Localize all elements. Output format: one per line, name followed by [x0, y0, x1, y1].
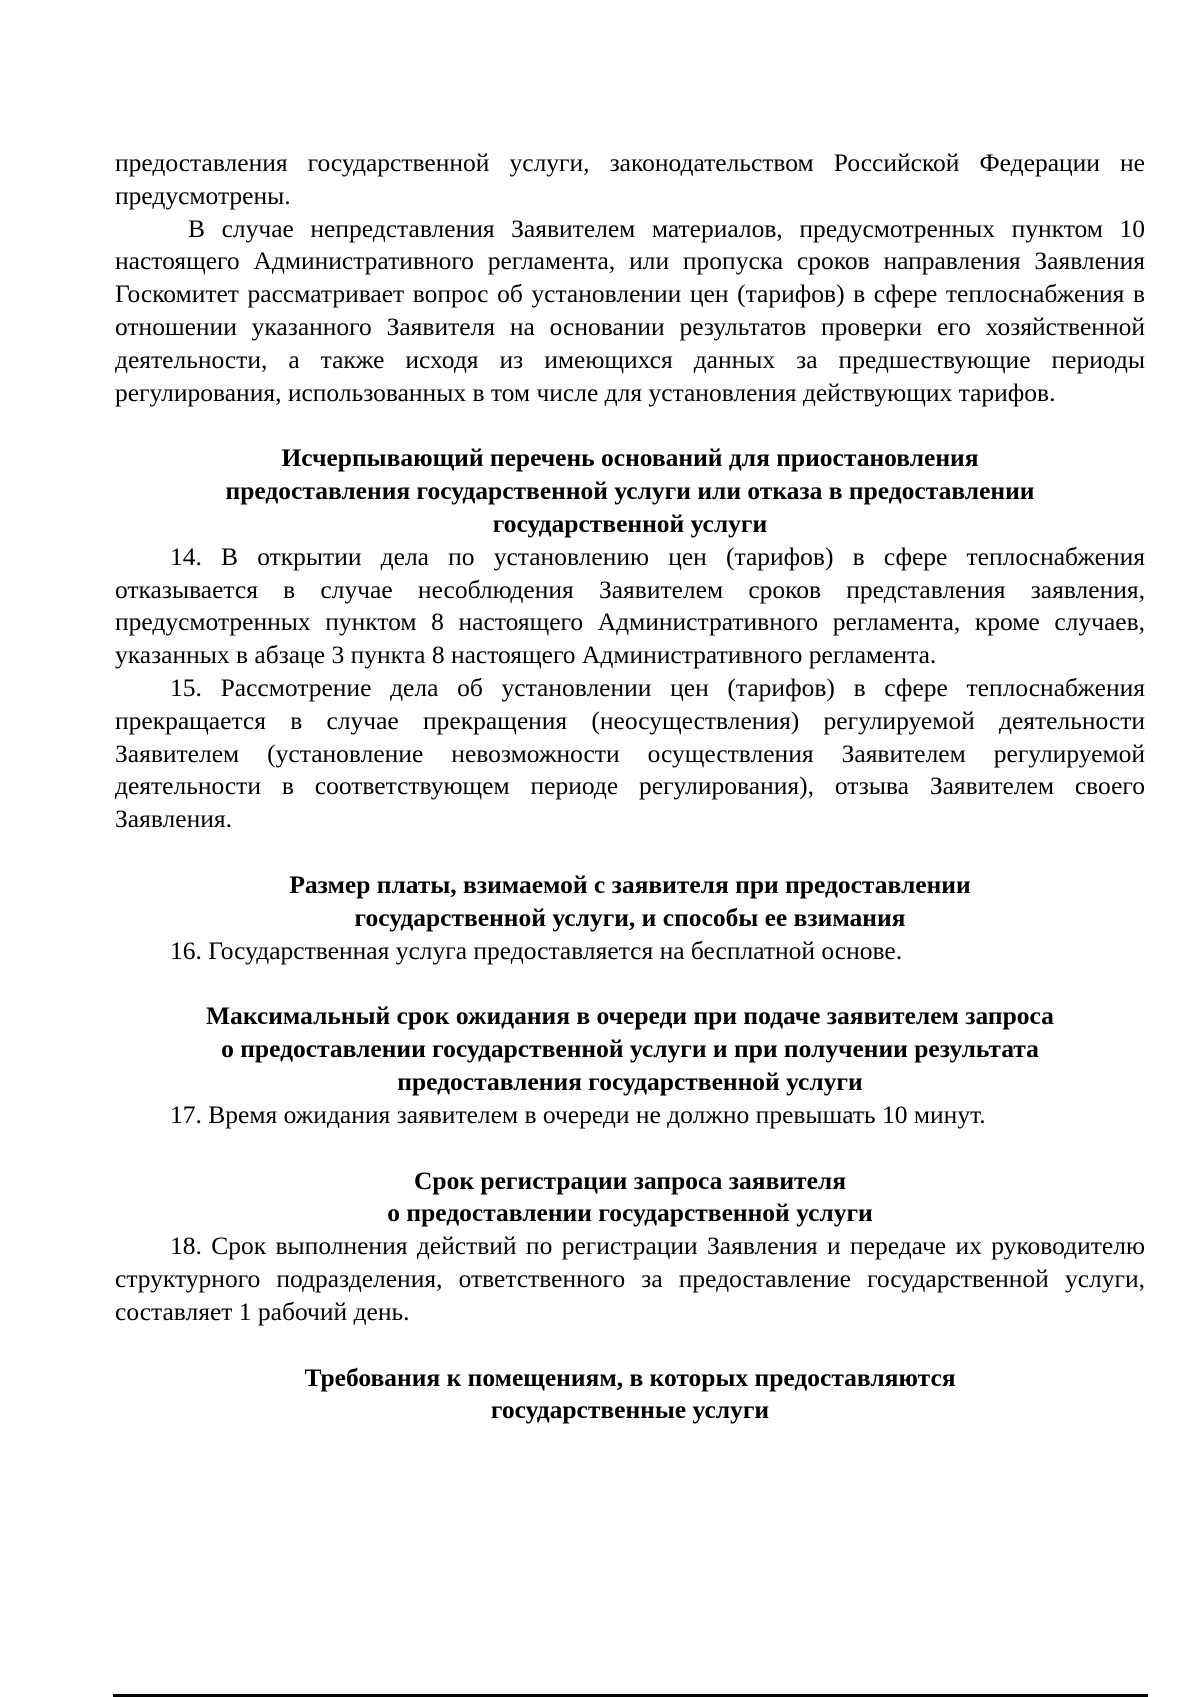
document-page	[115, 147, 1145, 1427]
heading-line: государственной услуги, и способы ее взимания	[354, 902, 906, 932]
heading-line: государственные услуги	[490, 1395, 770, 1425]
heading-grounds-for-refusal	[115, 442, 1145, 540]
heading-registration-term	[115, 1165, 1145, 1231]
paragraph-item-17: 17. Время ожидания заявителем в очереди не должно превышать 10 минут.	[170, 1099, 986, 1129]
paragraph-item-14: 14. В открытии дела по установлению цен (тарифов) в сфере теплоснабжения отказывается в случае несоблюдения Заявителем сроков представления заявления, предусмотренных пунктом 8 настоящего Административного регламента, кроме случаев, указанных в абзаце 3 пункта 8 настоящего Административного регламента.	[115, 541, 1145, 670]
heading-line: о предоставлении государственной услуги и при получении результата	[221, 1034, 1039, 1064]
heading-line: Срок регистрации запроса заявителя	[414, 1165, 846, 1195]
paragraph-item-18: 18. Срок выполнения действий по регистрации Заявления и передаче их руководителю структурного подразделения, ответственного за предоставление государственной услуги, составляет 1 рабочий день.	[115, 1231, 1145, 1326]
paragraph-failure-to-submit: В случае непредставления Заявителем материалов, предусмотренных пунктом 10 настоящего Административного регламента, или пропуска сроков направления Заявления Госкомитет рассматривает вопрос об установлении цен (тарифов) в сфере теплоснабжения в отношении указанного Заявителя на основании результатов проверки его хозяйственной деятельности, а также исходя из имеющихся данных за предшествующие периоды регулирования, использованных в том числе для установления действующих тарифов.	[115, 213, 1145, 407]
heading-line: Исчерпывающий перечень оснований для приостановления	[281, 443, 979, 473]
heading-waiting-time	[115, 1000, 1145, 1098]
paragraph-item-15: 15. Рассмотрение дела об установлении цен (тарифов) в сфере теплоснабжения прекращается в случае прекращения (неосуществления) регулируемой деятельности Заявителем (установление невозможности осуществления Заявителем регулируемой деятельности в соответствующем периоде регулирования), отзыва Заявителем своего Заявления.	[115, 672, 1145, 834]
paragraph-intro: предоставления государственной услуги, законодательством Российской Федерации не предусмотрены.	[115, 148, 1145, 210]
heading-line: государственной услуги	[492, 508, 768, 538]
heading-line: Размер платы, взимаемой с заявителя при предоставлении	[289, 869, 971, 899]
heading-line: предоставления государственной услуги	[397, 1066, 863, 1096]
heading-line: о предоставлении государственной услуги	[387, 1198, 873, 1228]
heading-line: предоставления государственной услуги или отказа в предоставлении	[225, 476, 1035, 506]
heading-fee	[115, 869, 1145, 935]
paragraph-item-16: 16. Государственная услуга предоставляется на бесплатной основе.	[170, 935, 903, 965]
heading-line: Максимальный срок ожидания в очереди при подаче заявителем запроса	[206, 1001, 1054, 1031]
heading-line: Требования к помещениям, в которых предоставляются	[304, 1362, 956, 1392]
heading-premises-requirements	[115, 1362, 1145, 1428]
